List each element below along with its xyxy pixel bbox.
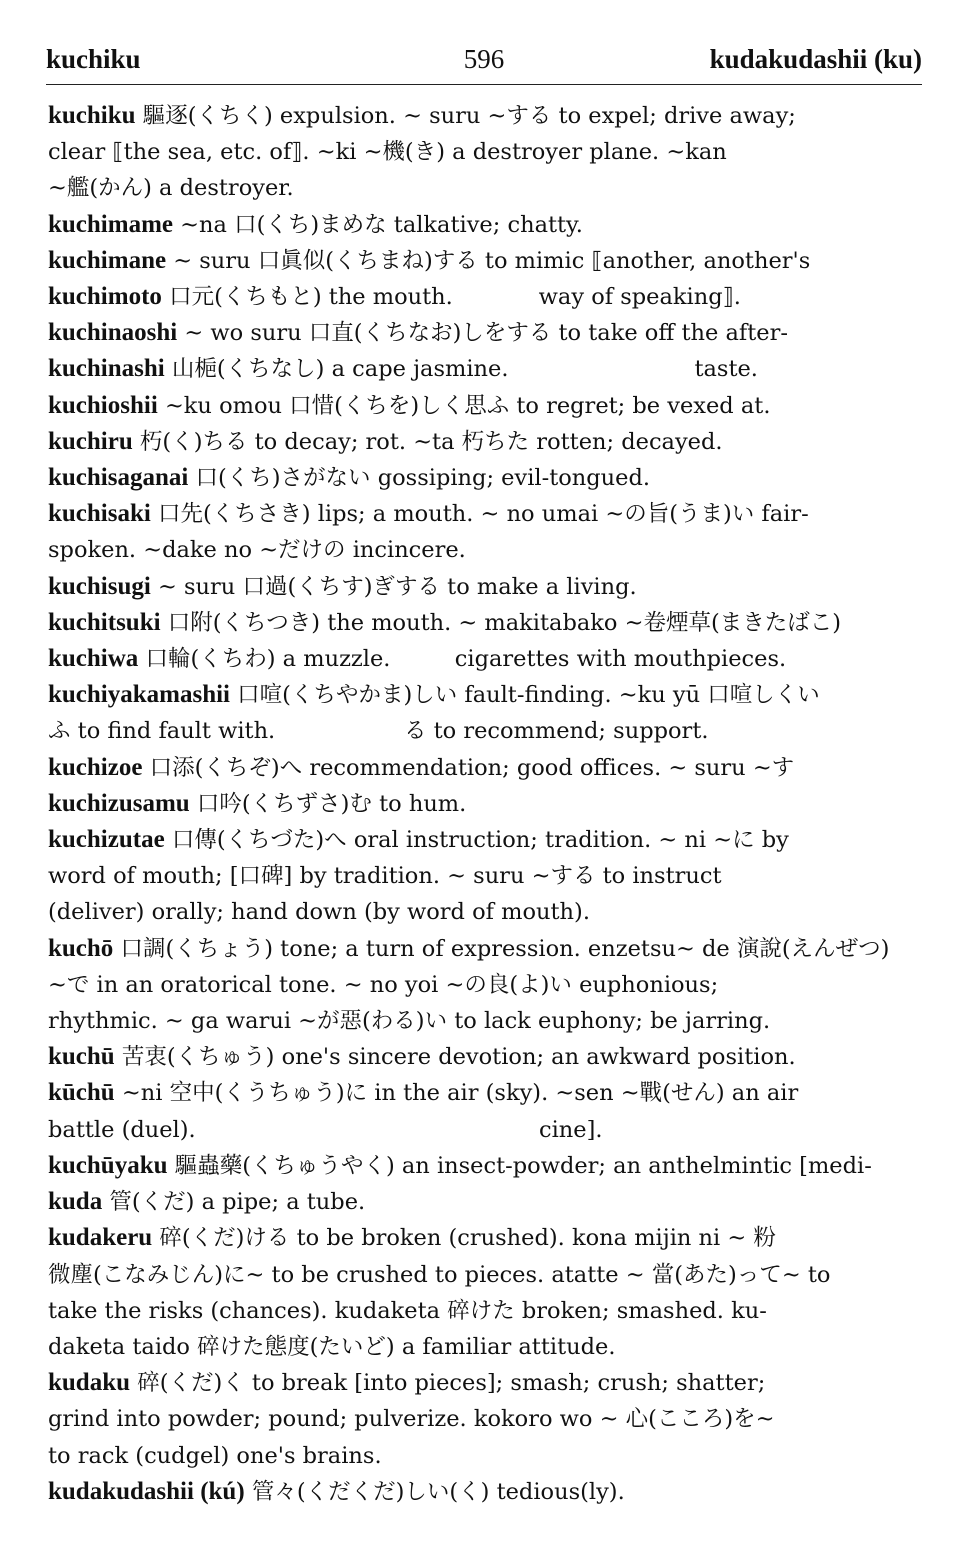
entry-line [48,967,928,1003]
page-number: 596 [463,44,505,74]
headword: kuchizusamu [48,789,190,817]
dictionary-entry [48,822,928,931]
entry-line [48,207,928,243]
definition-text: 苦衷(くちゅう) one's sincere devotion; an awkward position. [121,1044,796,1071]
entry-line [48,858,928,894]
entry-line [48,496,928,532]
headword: kuchimame [48,210,173,238]
headword: kuchitsuki [48,608,161,636]
definition-text: daketa taido 碎けた態度(たいど) a familiar attitude. [48,1333,616,1360]
entry-line [48,641,928,677]
dictionary-entry [48,496,928,568]
headword: kuda [48,1188,103,1216]
definition-text: 碎(くだ)く to break [into pieces]; smash; crush; shatter; [137,1370,766,1397]
definition-text: 碎(くだ)ける to be broken (crushed). kona mijin ni ~ 粉 [159,1225,776,1252]
definition-text: (deliver) orally; hand down (by word of mouth). [48,899,590,926]
definition-text: 管々(くだくだ)しい(く) tedious(ly). [251,1478,625,1505]
definition-text: clear ⟦the sea, etc. of⟧. ~ki ~機(き) a destroyer plane. ~kan [48,139,727,166]
headword: kuchinaoshi [48,319,178,347]
dictionary-entry [48,750,928,786]
right-guide-word: kudakudashii (ku) [709,44,922,74]
entry-line [48,931,928,967]
entry-line [48,677,928,713]
definition-text: 口先(くちさき) lips; a mouth. ~ no umai ~の旨(うま)い fair- [158,501,809,528]
headword: kudakudashii (kú) [48,1477,245,1505]
dictionary-entry [48,1075,928,1147]
entry-line [48,605,928,641]
definition-text: ~ wo suru 口直(くちなお)しをする to take off the after- [184,320,788,347]
headword: kuchiku [48,102,136,129]
definition-text: 口輪(くちわ) a muzzle. cigarettes with mouthpieces. [145,646,787,673]
entry-line [48,98,928,134]
entry-line [48,750,928,786]
headword: kuchisaki [48,500,151,528]
definition-text: word of mouth; [口碑] by tradition. ~ suru ~する to instruct [48,863,722,890]
dictionary-entry [48,1474,928,1510]
entry-line [48,388,928,424]
entry-line [48,1365,928,1401]
headword: kuchū [48,1043,115,1071]
entry-line [48,315,928,351]
definition-text: to rack (cudgel) one's brains. [48,1442,382,1469]
dictionary-entry [48,460,928,496]
dictionary-entries [48,98,928,1510]
definition-text: 山梔(くちなし) a cape jasmine. taste. [171,356,758,383]
entry-line [48,1112,928,1148]
definition-text: take the risks (chances). kudaketa 碎けた broken; smashed. ku- [48,1297,767,1324]
headword: kuchiru [48,427,133,455]
entry-line [48,134,928,170]
entry-line [48,713,928,749]
dictionary-entry [48,1148,928,1184]
definition-text: 口吟(くちずさ)む to hum. [196,790,467,817]
dictionary-entry [48,786,928,822]
entry-line [48,1438,928,1474]
dictionary-entry [48,1184,928,1220]
headword: kuchinashi [48,355,165,383]
entry-line [48,894,928,930]
page-header [46,40,922,85]
dictionary-entry [48,279,928,315]
definition-text: 口元(くちもと) the mouth. way of speaking⟧. [169,284,741,311]
entry-line [48,243,928,279]
definition-text: ~ni 空中(くうちゅう)に in the air (sky). ~sen ~戰(せん) an air [121,1080,799,1107]
definition-text: 口傳(くちづた)へ oral instruction; tradition. ~ ni ~に by [171,827,789,854]
entry-line [48,1184,928,1220]
dictionary-entry [48,641,928,677]
headword: kuchimoto [48,283,162,311]
dictionary-entry [48,315,928,351]
dictionary-entry [48,1365,928,1474]
dictionary-entry [48,424,928,460]
dictionary-entry [48,351,928,387]
entry-line [48,1039,928,1075]
headword: kuchiyakamashii [48,681,231,709]
entry-line [48,786,928,822]
dictionary-entry [48,1220,928,1365]
definition-text: 口調(くちょう) tone; a turn of expression. enzetsu~ de 演說(えんぜつ) [120,935,890,962]
dictionary-entry [48,931,928,1040]
entry-line [48,1474,928,1510]
entry-line [48,1329,928,1365]
headword: kuchiwa [48,645,139,673]
entry-line [48,170,928,206]
dictionary-entry [48,569,928,605]
headword: kuchūyaku [48,1151,168,1179]
headword: kuchizoe [48,753,143,781]
definition-text: battle (duel). cine]. [48,1116,603,1143]
definition-text: grind into powder; pound; pulverize. kokoro wo ~ 心(こころ)を~ [48,1406,775,1433]
headword: kūchū [48,1079,115,1107]
definition-text: 口(くち)さがない gossiping; evil-tongued. [195,465,651,492]
entry-line [48,1148,928,1184]
headword: kuchisaganai [48,464,189,492]
definition-text: 口附(くちつき) the mouth. ~ makitabako ~卷煙草(まきたばこ) [167,609,842,636]
definition-text: 驅逐(くちく) expulsion. ~ suru ~する to expel; drive away; [142,103,796,129]
definition-text: 管(くだ) a pipe; a tube. [109,1189,366,1216]
definition-text: 朽(く)ちる to decay; rot. ~ta 朽ちた rotten; decayed. [139,428,723,455]
entry-line [48,1293,928,1329]
dictionary-entry [48,98,928,207]
headword: kudakeru [48,1224,153,1252]
definition-text: ~ku omou 口惜(くちを)しく思ふ to regret; be vexed at. [164,392,771,419]
dictionary-entry [48,1039,928,1075]
definition-text: 驅蟲藥(くちゅうやく) an insect-powder; an anthelmintic [medi- [174,1152,872,1179]
entry-line [48,460,928,496]
dictionary-entry [48,605,928,641]
left-guide-word: kuchiku [46,44,141,74]
entry-line [48,1220,928,1256]
entry-line [48,1003,928,1039]
headword: kuchioshii [48,391,158,419]
dictionary-entry [48,388,928,424]
entry-line [48,1075,928,1111]
headword: kuchimane [48,246,167,274]
dictionary-entry [48,677,928,749]
definition-text: 口添(くちぞ)へ recommendation; good offices. ~ suru ~す [149,754,795,781]
entry-line [48,532,928,568]
definition-text: 微塵(こなみじん)に~ to be crushed to pieces. atatte ~ 當(あた)って~ to [48,1261,831,1288]
definition-text: ふ to find fault with. る to recommend; support. [48,718,709,745]
headword: kudaku [48,1369,131,1397]
entry-line [48,822,928,858]
definition-text: 口喧(くちやかま)しい fault-finding. ~ku yū 口喧しくい [237,682,820,709]
headword: kuchizutae [48,826,165,854]
entry-line [48,569,928,605]
entry-line [48,1401,928,1437]
definition-text: ~ suru 口過(くちす)ぎする to make a living. [158,573,637,600]
entry-line [48,424,928,460]
definition-text: ~na 口(くち)まめな talkative; chatty. [180,211,583,238]
definition-text: ~艦(かん) a destroyer. [48,175,294,202]
headword: kuchō [48,934,114,962]
entry-line [48,1257,928,1293]
definition-text: rhythmic. ~ ga warui ~が惡(わる)い to lack euphony; be jarring. [48,1008,771,1035]
entry-line [48,351,928,387]
definition-text: ~で in an oratorical tone. ~ no yoi ~の良(よ)い euphonious; [48,971,719,998]
entry-line [48,279,928,315]
dictionary-entry [48,243,928,279]
definition-text: spoken. ~dake no ~だけの incincere. [48,537,466,564]
definition-text: ~ suru 口眞似(くちまね)する to mimic ⟦another, another's [173,247,811,274]
headword: kuchisugi [48,572,151,600]
dictionary-entry [48,207,928,243]
